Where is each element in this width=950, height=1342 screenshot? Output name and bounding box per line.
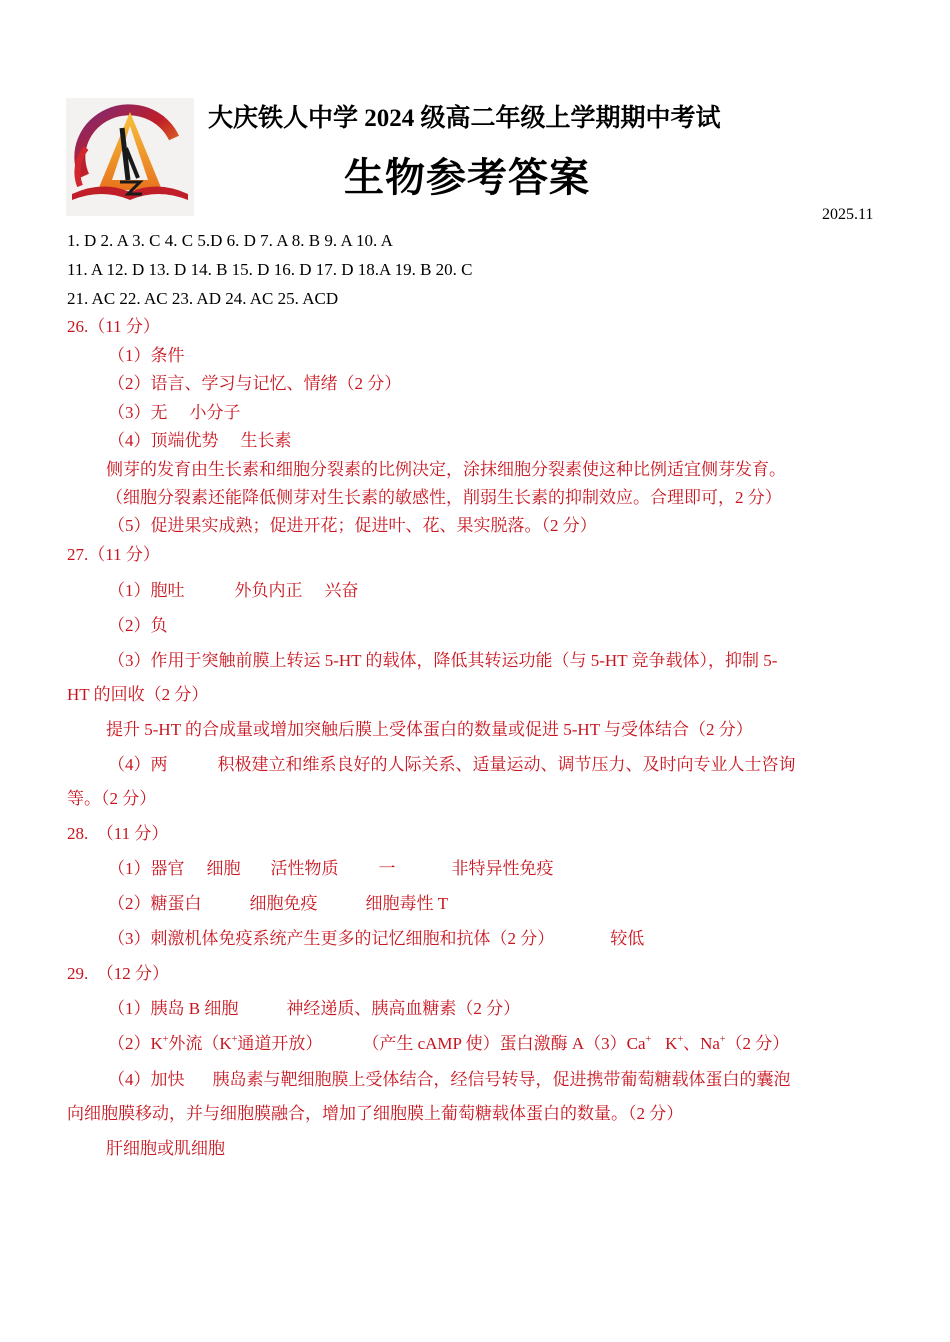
q29-a2-sup4: +	[677, 1034, 684, 1045]
mc-answers-row-2: 11. A 12. D 13. D 14. B 15. D 16. D 17. D 18.A 19. B 20. C	[67, 260, 473, 279]
q29-a2-part4: （产生 cAMP 使）蛋白激酶 A（3）Ca	[362, 1034, 646, 1053]
q29-answer-1b: 神经递质、胰高血糖素（2 分）	[286, 999, 521, 1018]
q26-answer-1: （1）条件	[108, 346, 185, 365]
q29-a2-part5: K	[665, 1034, 678, 1053]
q29-answer-4a: （4）加快	[108, 1070, 185, 1089]
q29-answer-4-line2: 向细胞膜移动，并与细胞膜融合，增加了细胞膜上葡萄糖载体蛋白的数量。（2 分）	[67, 1104, 684, 1123]
q26-answer-4a: （4）顶端优势	[108, 431, 219, 450]
q26-answer-4	[108, 432, 292, 449]
q28-answer-3a: （3）刺激机体免疫系统产生更多的记忆细胞和抗体（2 分）	[108, 929, 555, 948]
q29-a2-sup3: +	[645, 1034, 652, 1045]
q27-heading: 27.（11 分）	[67, 545, 160, 564]
q29-a2-part7: （2 分）	[725, 1034, 790, 1053]
q28-answer-1c: 活性物质	[270, 859, 339, 878]
q27-answer-1a: （1）胞吐	[108, 581, 185, 600]
q27-answer-3-line3: 提升 5-HT 的合成量或增加突触后膜上受体蛋白的数量或促进 5-HT 与受体结合（2 分）	[106, 720, 753, 739]
mc-answers-row-1: 1. D 2. A 3. C 4. C 5.D 6. D 7. A 8. B 9. A 10. A	[67, 231, 393, 250]
document-title: 生物参考答案	[344, 155, 590, 200]
q28-answer-3b: 较低	[610, 929, 645, 948]
q26-answer-3a: （3）无	[108, 403, 168, 422]
mc-answers-row-3: 21. AC 22. AC 23. AD 24. AC 25. ACD	[67, 289, 339, 308]
q28-answer-1	[108, 860, 554, 877]
q26-answer-4-explanation: 侧芽的发育由生长素和细胞分裂素的比例决定，涂抹细胞分裂素使这种比例适宜侧芽发育。	[106, 460, 786, 479]
q28-answer-2	[108, 895, 448, 912]
q27-answer-2: （2）负	[108, 616, 168, 635]
q29-a2-part1: （2）K	[108, 1034, 163, 1053]
school-title: 大庆铁人中学 2024 级高二年级上学期期中考试	[208, 105, 721, 132]
q29-answer-4-line3: 肝细胞或肌细胞	[106, 1139, 225, 1158]
q26-answer-4-note: （细胞分裂素还能降低侧芽对生长素的敏感性，削弱生长素的抑制效应。合理即可，2 分）	[106, 488, 782, 507]
q28-answer-1e: 非特异性免疫	[451, 859, 554, 878]
q28-answer-3	[108, 930, 644, 947]
q29-heading: 29. （12 分）	[67, 964, 169, 983]
q26-answer-3b: 小分子	[189, 403, 241, 422]
q28-answer-2a: （2）糖蛋白	[108, 894, 202, 913]
q29-a2-part2: 外流（K	[168, 1034, 232, 1053]
q29-a2-part3: 通道开放）	[237, 1034, 323, 1053]
q27-answer-4-line2: 等。（2 分）	[67, 789, 157, 808]
q27-answer-3-line2: HT 的回收（2 分）	[67, 685, 209, 704]
q27-answer-4a: （4）两	[108, 755, 168, 774]
school-logo	[66, 98, 194, 216]
q27-answer-3-line1: （3）作用于突触前膜上转运 5-HT 的载体，降低其转运功能（与 5-HT 竞争载体），抑制 5-	[108, 651, 778, 670]
q29-a2-sup5: +	[719, 1034, 726, 1045]
q28-answer-2c: 细胞毒性 T	[365, 894, 449, 913]
q27-answer-1	[108, 582, 359, 599]
q29-answer-1	[108, 1000, 520, 1017]
q29-a2-part6: 、Na	[683, 1034, 720, 1053]
q26-heading: 26.（11 分）	[67, 317, 160, 336]
q29-answer-4b: 胰岛素与靶细胞膜上受体结合，经信号转导，促进携带葡萄糖载体蛋白的囊泡	[212, 1070, 791, 1089]
q28-heading: 28. （11 分）	[67, 824, 169, 843]
q29-answer-2-3	[108, 1035, 789, 1052]
q29-answer-4-line1	[108, 1071, 791, 1088]
q26-answer-2: （2）语言、学习与记忆、情绪（2 分）	[108, 374, 402, 393]
q28-answer-1a: （1）器官	[108, 859, 185, 878]
q28-answer-1b: 细胞	[206, 859, 241, 878]
q28-answer-2b: 细胞免疫	[249, 894, 318, 913]
q26-answer-5: （5）促进果实成熟；促进开花；促进叶、花、果实脱落。（2 分）	[108, 516, 597, 535]
q27-answer-4b: 积极建立和维系良好的人际关系、适量运动、调节压力、及时向专业人士咨询	[217, 755, 796, 774]
exam-date: 2025.11	[822, 206, 874, 223]
q29-a2-sup1: +	[162, 1034, 169, 1045]
q27-answer-4-line1	[108, 756, 796, 773]
q26-answer-3	[108, 404, 241, 421]
q29-answer-1a: （1）胰岛 B 细胞	[108, 999, 239, 1018]
q27-answer-1b: 外负内正	[234, 581, 303, 600]
q29-a2-sup2: +	[231, 1034, 238, 1045]
q26-answer-4b: 生长素	[240, 431, 292, 450]
q27-answer-1c: 兴奋	[324, 581, 359, 600]
q28-answer-1d: 一	[378, 859, 396, 878]
